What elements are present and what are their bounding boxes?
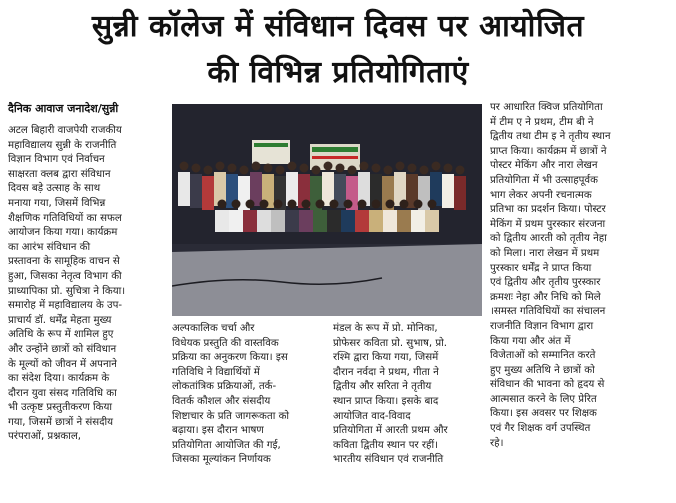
article-line: प्रक्रिया का अनुकरण किया। इस [172, 352, 288, 364]
seated-person-body [425, 210, 439, 232]
person-head [384, 166, 393, 175]
article-line: प्रोफेसर कविता प्रो. सुभाष, प्रो. [333, 337, 448, 349]
article-column-middle-2 [333, 322, 483, 468]
article-line: ।समस्त गतिविधियों का संचालन [490, 306, 606, 318]
person-head [348, 166, 357, 175]
person-head [276, 166, 285, 175]
person-head [228, 164, 237, 173]
seated-person-body [229, 210, 243, 232]
article-line: गया, जिसमें छात्रों ने संसदीय [8, 416, 114, 428]
article-line: मेकिंग में प्रथम पुरस्कार संरजना [490, 218, 606, 230]
seated-person-head [260, 200, 269, 209]
article-line: स्थान प्राप्त किया। इसके बाद [333, 395, 439, 407]
seated-person-head [302, 200, 311, 209]
article-line: प्राप्त किया। कार्यक्रम में छात्रों ने [490, 145, 607, 157]
article-line: हुआ, जिसका नेतृत्व विभाग की [8, 270, 122, 282]
seated-person-head [330, 200, 339, 209]
seated-person-head [386, 200, 395, 209]
seated-person-body [369, 210, 383, 232]
article-line: राजनीति विज्ञान विभाग द्वारा [490, 320, 594, 332]
article-line: लोकतांत्रिक प्रक्रियाओं, तर्क- [172, 381, 277, 393]
article-line: पुरस्कार धर्मेंद्र ने प्राप्त किया [490, 262, 592, 274]
article-line: द्वितीय तथा टीम इ ने तृतीय स्थान [490, 131, 611, 143]
person-body [454, 176, 466, 210]
seated-person-head [414, 200, 423, 209]
person-head [408, 164, 417, 173]
article-line: दौरान नर्वदा ने प्रथम, गीता ने [333, 366, 439, 378]
seated-person-head [288, 200, 297, 209]
person-head [360, 162, 369, 171]
person-head [288, 162, 297, 171]
article-line: दिवस बड़े उत्साह के साथ [8, 183, 101, 195]
article-line: रश्मि द्वारा किया गया, जिसमें [333, 352, 439, 364]
article-line: संविधान की भावना को हृदय से [490, 379, 605, 391]
article-line: में टीम ए ने प्रथम, टीम बी ने [490, 116, 594, 128]
article-line: परंपराओं, प्रश्नकाल, [8, 431, 82, 443]
article-line: प्राचार्य डॉ. धर्मेंद्र मेहता मुख्य [8, 314, 112, 326]
seated-person-head [400, 200, 409, 209]
article-line: को मिला। नारा लेखन में प्रथम [490, 247, 600, 259]
person-body [442, 174, 454, 208]
person-head [312, 166, 321, 175]
article-line: बढ़ाया। इस दौरान भाषण [172, 425, 264, 437]
person-head [204, 166, 213, 175]
article-line: मंडल के रूप में प्रो. मोनिका, [333, 323, 438, 334]
article-line: एवं द्वितीय और तृतीय पुरस्कार [490, 277, 601, 289]
article-line: शिष्टाचार के प्रति जागरूकता को [172, 410, 290, 422]
seated-person-head [246, 200, 255, 209]
person-head [252, 162, 261, 171]
article-column-left [8, 124, 162, 445]
seated-person-body [313, 210, 327, 232]
article-line: पोस्टर मेकिंग और नारा लेखन [490, 160, 598, 172]
article-line: भी उत्कृष्ट प्रस्तुतीकरण किया [8, 402, 112, 414]
headline-line-2: की विभिन्न प्रतियोगिताएं [207, 55, 469, 90]
seated-person-body [327, 210, 341, 232]
article-line: विजेताओं को सम्मानित करते [490, 350, 596, 362]
article-column-right [490, 101, 668, 451]
article-line: अल्पकालिक चर्चा और [172, 323, 255, 334]
article-line: हुए मुख्य अतिथि ने छात्रों को [490, 364, 595, 376]
person-head [432, 162, 441, 171]
article-column-middle-1 [172, 322, 326, 468]
article-line: प्रतियोगिता आयोजित की गई, [172, 439, 281, 451]
seated-person-head [274, 200, 283, 209]
article-line: दौरान युवा संसद गतिविधि का [8, 387, 117, 399]
article-line: और उन्होंने छात्रों को संविधान [8, 343, 117, 355]
seated-person-body [271, 210, 285, 232]
seated-person-body [243, 210, 257, 232]
person-head [180, 162, 189, 171]
person-body [190, 174, 202, 208]
article-line: शैक्षणिक गतिविधियों का सफल [8, 212, 122, 224]
article-line: जिसका मूल्यांकन निर्णायक [172, 454, 271, 466]
article-line: द्वितीय और सरिता ने तृतीय [333, 381, 432, 393]
seated-person-body [257, 210, 271, 232]
event-photo [172, 104, 482, 316]
article-line: वितर्क कौशल और संसदीय [172, 395, 271, 407]
article-line: अतिथि के रूप में शामिल हुए [8, 329, 114, 341]
article-line: का संदेश दिया। कार्यक्रम के [8, 373, 110, 385]
person-head [456, 166, 465, 175]
person-head [444, 164, 453, 173]
article-line: समारोह में महाविद्यालय के उप- [8, 300, 123, 312]
seated-person-body [355, 210, 369, 232]
seated-person-head [344, 200, 353, 209]
article-line: अटल बिहारी वाजपेयी राजकीय [8, 125, 122, 136]
article-line: भारतीय संविधान एवं राजनीति [333, 454, 444, 466]
seated-person-head [232, 200, 241, 209]
article-line: आयोजन किया गया। कार्यक्रम [8, 227, 118, 239]
article-line: आत्मसात करने के लिए प्रेरित [490, 393, 597, 405]
seated-person-head [428, 200, 437, 209]
event-photo-illustration [172, 104, 482, 316]
article-line: विज्ञान विभाग एवं निर्वाचन [8, 154, 105, 166]
person-head [240, 166, 249, 175]
article-line: का आरंभ संविधान की [8, 241, 91, 253]
dateline: दैनिक आवाज जनादेश/सुन्नी [8, 102, 119, 115]
seated-person-body [341, 210, 355, 232]
article-line: पर आधारित क्विज प्रतियोगिता [490, 102, 603, 113]
article-line: को द्वितीय आरती को तृतीय नेहा [490, 233, 607, 245]
person-head [372, 164, 381, 173]
headline-line-1: सुन्नी कॉलेज में संविधान दिवस पर आयोजित [91, 9, 585, 44]
seated-person-head [372, 200, 381, 209]
person-head [336, 164, 345, 173]
article-line: क्रमशः नेहा और निधि को मिले [490, 291, 601, 303]
person-head [324, 162, 333, 171]
seated-person-body [411, 210, 425, 232]
person-head [216, 162, 225, 171]
person-body [178, 172, 190, 206]
seated-person-body [397, 210, 411, 232]
person-head [396, 162, 405, 171]
article-line: एवं गैर शिक्षक वर्ग उपस्थित [490, 423, 591, 435]
article-line: भाग लेकर अपनी रचनात्मक [490, 189, 592, 201]
article-line: किया गया और अंत में [490, 335, 571, 347]
person-head [264, 164, 273, 173]
article-line: कविता द्वितीय स्थान पर रहीं। [333, 439, 438, 451]
article-line: मनाया गया, जिसमें विभिन्न [8, 197, 106, 209]
article-line: महाविद्यालय सुन्नी के राजनीति [8, 139, 117, 151]
seated-person-body [383, 210, 397, 232]
article-line: के मूल्यों को जीवन में अपनाने [8, 358, 117, 370]
person-body [202, 176, 214, 210]
person-head [300, 164, 309, 173]
article-line: आयोजित वाद-विवाद [333, 410, 411, 422]
article-line: प्राध्यापिका प्रो. सुचित्रा ने किया। [8, 285, 126, 297]
seated-person-body [215, 210, 229, 232]
article-line: प्रतियोगिता में भी उत्साहपूर्वक [490, 174, 598, 186]
article-line: रहे। [490, 437, 504, 449]
article-line: प्रतिभा का प्रदर्शन किया। पोस्टर [490, 204, 606, 216]
seated-person-body [299, 210, 313, 232]
person-head [192, 164, 201, 173]
seated-person-head [358, 200, 367, 209]
article-line: विधेयक प्रस्तुति की वास्तविक [172, 337, 279, 349]
article-line: प्रतियोगिता में आरती प्रथम और [333, 425, 448, 437]
seated-person-body [285, 210, 299, 232]
article-line: प्रस्तावना के सामूहिक वाचन से [8, 256, 120, 268]
article-line: गतिविधि ने विद्यार्थियों में [172, 366, 260, 378]
article-line: साक्षरता क्लब द्वारा संविधान [8, 168, 111, 180]
seated-person-head [316, 200, 325, 209]
article-line: किया। इस अवसर पर शिक्षक [490, 408, 597, 420]
seated-person-head [218, 200, 227, 209]
person-head [420, 166, 429, 175]
